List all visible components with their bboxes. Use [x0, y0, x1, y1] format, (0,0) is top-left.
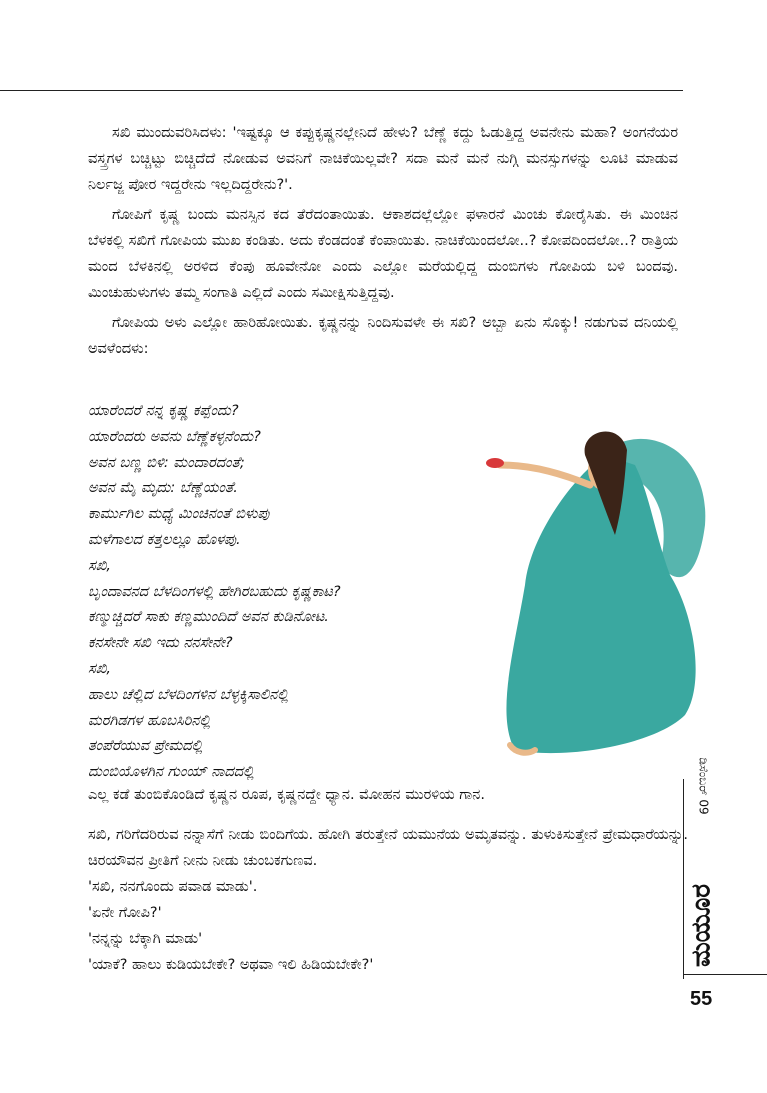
poem-line: ಹಾಲು ಚೆಲ್ಲಿದ ಬೆಳದಿಂಗಳಿನ ಬೆಳ್ಳಕ್ಕಿಸಾಲಿನಲ್ಲಿ — [88, 686, 289, 703]
poem-line: ಅವನ ಮೈ ಮೃದು: ಬೆಣ್ಣೆಯಂತೆ. — [88, 480, 238, 497]
poem-line: ಸಖಿ, — [88, 660, 112, 677]
poem-line: ಬೃಂದಾವನದ ಬೆಳದಿಂಗಳಲ್ಲಿ ಹೇಗಿರಬಹುದು ಕೃಷ್ಣಕಾಟ? — [88, 583, 341, 600]
magazine-name: ಮಯೂರ — [686, 884, 717, 967]
dancing-gopi-illustration — [455, 415, 720, 760]
dialogue-line: 'ಸಖಿ, ನನಗೊಂದು ಪವಾಡ ಮಾಡು'. — [88, 879, 258, 895]
article-body — [88, 120, 678, 362]
footer-rule — [683, 974, 767, 975]
poem-line: ದುಂಬಿಯೊಳಗಿನ ಗುಂಯ್ ನಾದದಲ್ಲಿ — [88, 764, 255, 781]
flower-shape — [486, 458, 504, 468]
poem-line: ಯಾರೆಂದರು ಅವನು ಬೆಣ್ಣೆಕಳ್ಳನೆಂದು? — [88, 428, 261, 445]
poem — [88, 399, 488, 786]
poem-line: ತಂಪೆರೆಯುವ ಪ್ರೇಮದಲ್ಲಿ — [88, 738, 203, 755]
poem-line: ಸಖಿ, — [88, 557, 112, 574]
paragraph: ಗೋಪಿಗೆ ಕೃಷ್ಣ ಬಂದು ಮನಸ್ಸಿನ ಕದ ತೆರೆದಂತಾಯಿತು. ಆಕಾಶದಲ್ಲೆಲ್ಲೋ ಫಳಾರನೆ ಮಿಂಚು ಕೋರೈಸಿತು. ಈ ಮಿಂಚಿನ ಬೆಳಕಲ್ಲಿ ಸಖಿಗೆ ಗೋಪಿಯ ಮುಖ ಕಂಡಿತು. ಅದು ಕೆಂಡದಂತೆ ಕೆಂಪಾಯಿತು. ನಾಚಿಕೆಯಿಂದಲೋ..? ಕೋಪದಿಂದಲೋ..? ರಾತ್ರಿಯ ಮಂದ ಬೆಳಕಿನಲ್ಲಿ ಅರಳಿದ ಕೆಂಪು ಹೂವೇನೋ ಎಂದು ಎಲ್ಲೋ ಮರೆಯಲ್ಲಿದ್ದ ದುಂಬಿಗಳು ಗೋಪಿಯ ಬಳಿ ಬಂದವು. ಮಿಂಚುಹುಳುಗಳು ತಮ್ಮ ಸಂಗಾತಿ ಎಲ್ಲಿದೆ ಎಂದು ಸಮೀಕ್ಷಿಸುತ್ತಿದ್ದವು. — [88, 207, 678, 301]
dialogue-line: 'ಯಾಕೆ? ಹಾಲು ಕುಡಿಯಬೇಕೇ? ಅಥವಾ ಇಲಿ ಹಿಡಿಯಬೇಕೇ?' — [88, 957, 374, 973]
poem-line: ಯಾರೆಂದರೆ ನನ್ನ ಕೃಷ್ಣ ಕಪ್ಪೆಂದು? — [88, 403, 239, 419]
dialogue-line: 'ಏನೇ ಗೋಪಿ?' — [88, 905, 162, 921]
paragraph: ಸಖಿ ಮುಂದುವರಿಸಿದಳು: 'ಇಷ್ಟಕ್ಕೂ ಆ ಕಪ್ಪುಕೃಷ್ಣನಲ್ಲೇನಿದೆ ಹೇಳು? ಬೆಣ್ಣೆ ಕದ್ದು ಓಡುತ್ತಿದ್ದ ಅವನೇನು ಮಹಾ? ಅಂಗನೆಯರ ವಸ್ತ್ರಗಳ ಬಚ್ಚಿಟ್ಟು ಬಿಚ್ಚಿದೆದೆ ನೋಡುವ ಅವನಿಗೆ ನಾಚಿಕೆಯಿಲ್ಲವೇ? ಸದಾ ಮನೆ ಮನೆ ನುಗ್ಗಿ ಮನಸ್ಸುಗಳನ್ನು ಲೂಟಿ ಮಾಡುವ ನಿರ್ಲಜ್ಜ ಪೋರ ಇದ್ದರೇನು ಇಲ್ಲದಿದ್ದರೇನು?'. — [88, 125, 678, 193]
poem-line: ಕನಸೇನೇ ಸಖಿ ಇದು ನನಸೇನೇ? — [88, 635, 233, 652]
poem-line: ಮರಗಿಡಗಳ ಹೂಬಸಿರಿನಲ್ಲಿ — [88, 712, 211, 729]
running-footer — [683, 757, 723, 970]
page-number: 55 — [690, 988, 713, 1010]
paragraph: ಸಖಿ, ಗರಿಗೆದರಿರುವ ನನ್ನಾಸೆಗೆ ನೀಡು ಬಿಂದಿಗೆಯ. ಹೋಗಿ ತರುತ್ತೇನೆ ಯಮುನೆಯ ಅಮೃತವನ್ನು. ತುಳುಕಿಸುತ್ತೇನೆ ಪ್ರೇಮಧಾರೆಯನ್ನು. ಚಿರಯೌವನ ಪ್ರೀತಿಗೆ ನೀನು ನೀಡು ಚುಂಬಕಗುಣವ. — [88, 827, 688, 869]
paragraph: ಗೋಪಿಯ ಅಳು ಎಲ್ಲೋ ಹಾರಿಹೋಯಿತು. ಕೃಷ್ಣನನ್ನು ನಿಂದಿಸುವಳೇ ಈ ಸಖಿ? ಅಬ್ಬಾ ಏನು ಸೊಕ್ಕು! ನಡುಗುವ ದನಿಯಲ್ಲಿ ಅವಳೆಂದಳು: — [88, 315, 678, 357]
summary-line: ಎಲ್ಲ ಕಡೆ ತುಂಬಿಕೊಂಡಿದೆ ಕೃಷ್ಣನ ರೂಪ, ಕೃಷ್ಣನದ್ದೇ ಧ್ಯಾನ. ಮೋಹನ ಮುರಳಿಯ ಗಾನ. — [88, 787, 485, 803]
top-rule — [0, 90, 683, 91]
poem-line: ಮಳೆಗಾಲದ ಕತ್ತಲಲ್ಲೂ ಹೊಳಪು. — [88, 531, 241, 548]
closing-section — [88, 782, 688, 978]
dialogue-line: 'ನನ್ನನ್ನು ಬೆಕ್ಕಾಗಿ ಮಾಡು' — [88, 931, 203, 947]
arm-shape — [500, 465, 590, 485]
issue-date: ಡಿಸೆಂಬರ್ 09 — [696, 757, 711, 815]
poem-line: ಕಣ್ಮುಚ್ಚಿದರೆ ಸಾಕು ಕಣ್ಣಮುಂದಿದೆ ಅವನ ಕುಡಿನೋಟ. — [88, 609, 329, 626]
poem-line: ಅವನ ಬಣ್ಣ ಬಿಳಿ: ಮಂದಾರದಂತೆ; — [88, 454, 245, 471]
poem-line: ಕಾರ್ಮುಗಿಲ ಮಧ್ಯೆ ಮಿಂಚಿನಂತೆ ಬಿಳುಪು — [88, 506, 270, 523]
